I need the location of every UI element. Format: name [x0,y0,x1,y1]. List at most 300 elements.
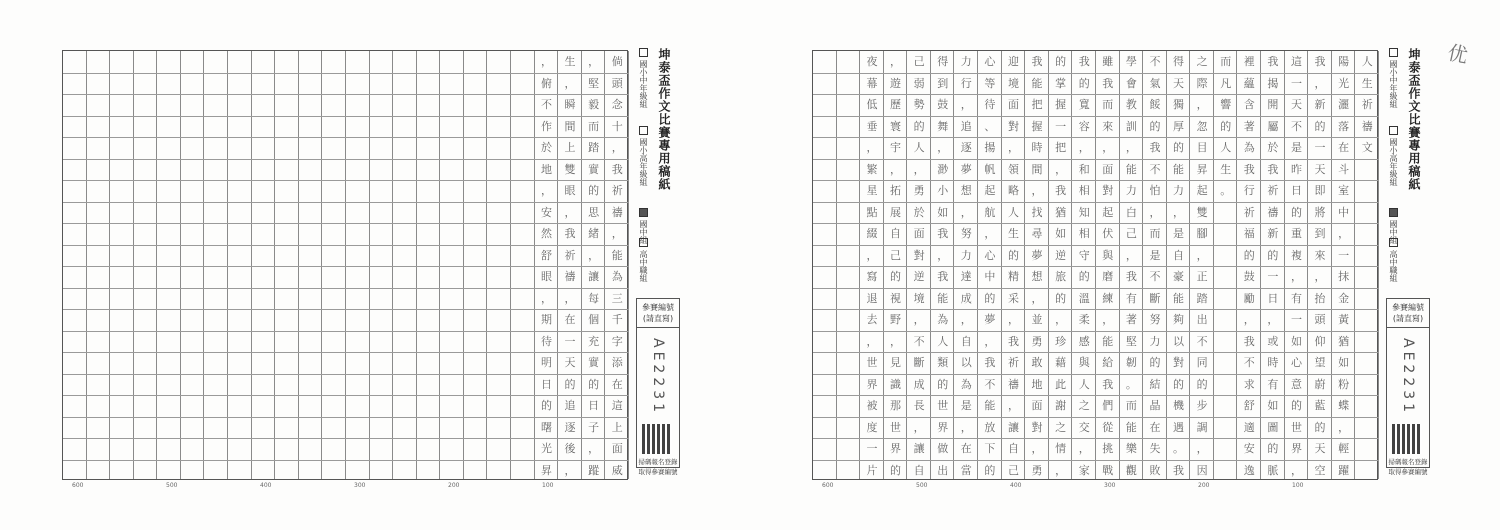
handwritten-character: 陽 [1338,55,1350,69]
handwritten-character: 那 [890,399,902,413]
handwritten-character: 不 [1243,356,1255,370]
handwritten-character: ， [1031,184,1043,198]
handwritten-character: 意 [1290,377,1302,391]
handwritten-character: 弱 [913,76,925,90]
handwritten-character: 我 [1031,55,1043,69]
handwritten-character: 中 [984,270,996,284]
grid-row-line [63,352,629,353]
handwritten-character: 我 [564,227,576,241]
handwritten-character: 度 [866,420,878,434]
division-option[interactable]: 國小高年級組 [638,126,649,186]
handwritten-character: 獨 [1173,98,1185,112]
handwritten-character: 一 [1267,270,1279,284]
handwritten-character: ， [866,141,878,155]
grid-row-line [813,94,1379,95]
handwritten-character: 的 [984,463,996,477]
handwritten-character: 空 [1314,463,1326,477]
handwritten-character: 知 [1078,205,1090,219]
handwritten-character: 地 [1031,377,1043,391]
grid-row-line [63,73,629,74]
handwritten-character: 安 [1243,442,1255,456]
handwritten-character: 勇 [913,184,925,198]
division-option[interactable]: 國小中年級組 [1388,48,1399,108]
handwritten-character: 昨 [1290,162,1302,176]
handwritten-character: 含 [1243,98,1255,112]
handwritten-character: 斗 [1338,162,1350,176]
handwritten-character: 頭 [1314,313,1326,327]
handwritten-character: 抬 [1314,291,1326,305]
handwritten-character: 到 [937,76,949,90]
handwritten-character: 家 [1078,463,1090,477]
grid-row-line [63,266,629,267]
handwritten-character: 把 [1031,98,1043,112]
handwritten-character: 生 [1007,227,1019,241]
handwritten-character: ， [1196,98,1208,112]
handwritten-character: 或 [1267,334,1279,348]
handwritten-character: 祈 [1007,356,1019,370]
handwritten-character: 世 [890,420,902,434]
ruler-label: 600 [72,482,84,489]
division-option-checked[interactable]: 國中組 [638,208,649,244]
handwritten-character: 讓 [1007,420,1019,434]
handwritten-character: 與 [1078,356,1090,370]
handwritten-character: ， [564,291,576,305]
entry-number-hint: (請直寫) [1392,314,1424,324]
handwritten-character: 勢 [913,98,925,112]
handwritten-character: 敢 [1031,356,1043,370]
handwritten-character: 為 [960,377,972,391]
handwritten-character: 逆 [1055,248,1067,262]
handwritten-character: 調 [1196,420,1208,434]
handwritten-character: 光 [540,442,552,456]
handwritten-character: 的 [1078,270,1090,284]
handwritten-character: 守 [1078,248,1090,262]
handwritten-character: ， [1102,313,1114,327]
handwritten-character: ， [937,248,949,262]
handwritten-character: 的 [588,377,600,391]
handwritten-character: 勇 [1031,334,1043,348]
handwritten-character: 略 [1007,184,1019,198]
handwritten-character: 世 [1290,420,1302,434]
handwritten-character: 自 [1173,248,1185,262]
handwritten-character: 夢 [960,162,972,176]
handwritten-character: 的 [1173,377,1185,391]
handwritten-character: 己 [1007,463,1019,477]
handwritten-character: 界 [866,377,878,391]
handwritten-character: 感 [1078,334,1090,348]
handwritten-character: 重 [1290,227,1302,241]
handwritten-character: 後 [564,442,576,456]
division-option-checked[interactable]: 國中組 [1388,208,1399,244]
handwritten-character: 斷 [1149,291,1161,305]
handwritten-character: 添 [611,356,623,370]
handwritten-character: 教 [1125,98,1137,112]
handwritten-character: 的 [1267,248,1279,262]
handwritten-character: 展 [890,205,902,219]
handwritten-character: 我 [1267,162,1279,176]
handwritten-character: 一 [1338,248,1350,262]
handwritten-character: ， [588,55,600,69]
handwritten-character: 裡 [1243,55,1255,69]
handwritten-character: 對 [1031,420,1043,434]
handwritten-character: 雙 [1196,205,1208,219]
handwritten-character: 逐 [564,420,576,434]
handwritten-character: 黃 [1338,313,1350,327]
handwritten-character: 能 [1125,162,1137,176]
handwritten-character: 得 [1173,55,1185,69]
handwritten-character: 禱 [1007,377,1019,391]
handwritten-character: 的 [1173,141,1185,155]
handwritten-character: ， [1338,227,1350,241]
handwritten-character: 氣 [1149,76,1161,90]
handwritten-character: 祈 [564,248,576,262]
handwritten-character: ， [540,184,552,198]
handwritten-character: 是 [1149,248,1161,262]
handwritten-character: 心 [984,248,996,262]
handwritten-character: 握 [1055,98,1067,112]
handwritten-character: 祈 [611,184,623,198]
grid-row-line [813,180,1379,181]
handwritten-character: 樂 [1125,442,1137,456]
handwritten-character: 努 [1149,313,1161,327]
handwritten-character: 去 [866,313,878,327]
handwritten-character: 能 [1031,76,1043,90]
handwritten-character: 一 [1290,313,1302,327]
handwritten-character: 讓 [588,270,600,284]
handwritten-character: 自 [960,334,972,348]
handwritten-character: 以 [1173,334,1185,348]
handwritten-character: 的 [540,399,552,413]
handwritten-character: 在 [1338,141,1350,155]
sheet-title: 坤泰盃作文比賽專用稿紙 [657,48,671,191]
handwritten-character: 是 [1290,141,1302,155]
handwritten-character: 天 [1173,76,1185,90]
writing-grid [62,50,628,480]
handwritten-character: ， [1055,162,1067,176]
handwritten-character: 情 [1055,442,1067,456]
handwritten-character: 眼 [564,184,576,198]
handwritten-character: 起 [984,184,996,198]
handwritten-character: 野 [890,313,902,327]
handwritten-character: 天 [564,356,576,370]
handwritten-character: 猶 [1055,205,1067,219]
handwritten-character: 的 [1055,55,1067,69]
handwritten-character: 禱 [1361,119,1373,133]
qr-code-icon[interactable] [642,424,672,454]
handwritten-character: 。 [1125,377,1137,391]
handwritten-character: ， [1125,141,1137,155]
handwritten-character: 被 [866,399,878,413]
ruler-label: 600 [822,482,834,489]
ruler-label: 400 [260,482,272,489]
handwritten-character: 個 [588,313,600,327]
handwritten-character: 起 [1196,184,1208,198]
handwritten-character: ， [1290,270,1302,284]
handwritten-character: 天 [1314,442,1326,456]
handwritten-character: ， [866,334,878,348]
qr-code-icon[interactable] [1392,424,1422,454]
handwritten-character: 蝶 [1338,399,1350,413]
grid-row-line [813,331,1379,332]
handwritten-character: 出 [1196,313,1208,327]
handwritten-character: 舞 [937,119,949,133]
handwritten-character: 開 [1267,98,1279,112]
handwritten-character: 自 [913,463,925,477]
handwritten-character: ， [913,313,925,327]
grid-row-line [63,223,629,224]
handwritten-character: 天 [1314,162,1326,176]
handwritten-character: 寫 [866,270,878,284]
handwritten-character: 尋 [1031,227,1043,241]
handwritten-character: 屬 [1267,119,1279,133]
handwritten-character: 不 [1149,270,1161,284]
handwritten-character: 斷 [913,356,925,370]
handwritten-character: ， [1196,248,1208,262]
handwritten-character: 的 [890,270,902,284]
grid-row-line [813,395,1379,396]
handwritten-character: ， [588,248,600,262]
handwritten-character: 一 [1290,76,1302,90]
handwritten-character: 是 [1173,227,1185,241]
right-essay-sheet [750,0,1500,530]
handwritten-character: 相 [1078,184,1090,198]
handwritten-character: 祈 [1267,184,1279,198]
handwritten-character: 禱 [1267,205,1279,219]
handwritten-character: 豪 [1173,270,1185,284]
handwritten-character: 境 [1007,76,1019,90]
handwritten-character: 磨 [1102,270,1114,284]
handwritten-character: 地 [540,162,552,176]
handwritten-character: 我 [1243,334,1255,348]
handwritten-character: 之 [1196,55,1208,69]
handwritten-character: 新 [1314,98,1326,112]
handwritten-character: 堅 [1125,334,1137,348]
handwritten-character: 的 [1243,248,1255,262]
handwritten-character: 響 [1220,98,1232,112]
handwritten-character: 眼 [540,270,552,284]
handwritten-character: 我 [937,227,949,241]
handwritten-character: 能 [937,291,949,305]
grid-row-line [63,245,629,246]
handwritten-character: 航 [984,205,996,219]
division-option[interactable]: 國小高年級組 [1388,126,1399,186]
handwritten-character: 如 [1290,334,1302,348]
handwritten-character: 對 [1102,184,1114,198]
handwritten-character: 福 [1243,227,1255,241]
handwritten-character: ， [984,227,996,241]
handwritten-character: 一 [1314,141,1326,155]
handwritten-character: 機 [1173,399,1185,413]
handwritten-character: 掌 [1055,76,1067,90]
handwritten-character: ， [1314,270,1326,284]
handwritten-character: 禱 [564,270,576,284]
handwritten-character: 的 [1149,356,1161,370]
handwritten-character: 作 [540,119,552,133]
handwritten-character: 這 [611,399,623,413]
handwritten-character: 曙 [540,420,552,434]
handwritten-character: ， [564,205,576,219]
handwritten-character: 蹤 [588,463,600,477]
handwritten-character: 的 [1220,119,1232,133]
handwritten-character: 有 [1290,291,1302,305]
handwritten-character: ， [890,334,902,348]
handwritten-character: 的 [1290,205,1302,219]
handwritten-character: 夠 [1173,313,1185,327]
grid-row-line [813,159,1379,160]
grader-mark: 优 [1445,40,1470,68]
writing-grid [812,50,1378,480]
handwritten-character: 識 [890,377,902,391]
handwritten-character: 將 [1314,205,1326,219]
handwritten-character: 采 [1007,291,1019,305]
handwritten-character: 為 [611,270,623,284]
handwritten-character: 想 [1031,270,1043,284]
handwritten-character: 力 [960,55,972,69]
sheet-sidebar [1386,48,1476,488]
handwritten-character: 威 [611,463,623,477]
handwritten-character: 人 [913,141,925,155]
handwritten-character: 柔 [1078,313,1090,327]
grid-row-line [63,331,629,332]
handwritten-character: 努 [960,227,972,241]
handwritten-character: 於 [913,205,925,219]
handwritten-character: 從 [1102,420,1114,434]
handwritten-character: 宇 [890,141,902,155]
handwritten-character: 讓 [913,442,925,456]
handwritten-character: 期 [540,313,552,327]
handwritten-character: 祈 [1361,98,1373,112]
handwritten-character: 對 [913,248,925,262]
handwritten-character: 當 [960,463,972,477]
handwritten-character: 逸 [1243,463,1255,477]
handwritten-character: 俯 [540,76,552,90]
handwritten-character: 不 [1196,334,1208,348]
handwritten-character: 求 [1243,377,1255,391]
handwritten-character: 夢 [984,313,996,327]
handwritten-character: 力 [960,248,972,262]
handwritten-character: ， [564,463,576,477]
handwritten-character: ， [1196,442,1208,456]
handwritten-character: ， [1102,141,1114,155]
grid-row-line [813,223,1379,224]
division-option[interactable]: 高中職組 [1388,238,1399,282]
handwritten-character: 能 [1173,291,1185,305]
handwritten-character: 學 [1125,55,1137,69]
handwritten-character: 正 [1196,270,1208,284]
handwritten-character: 面 [1102,162,1114,176]
handwritten-character: ， [1314,76,1326,90]
handwritten-character: 的 [984,291,996,305]
handwritten-character: 星 [866,184,878,198]
handwritten-character: 鼓 [1243,270,1255,284]
handwritten-character: ， [540,291,552,305]
handwritten-character: 凡 [1220,76,1232,90]
handwritten-character: 生 [1220,162,1232,176]
handwritten-character: 握 [1031,119,1043,133]
handwritten-character: 鼓 [937,98,949,112]
handwritten-character: 點 [866,205,878,219]
handwritten-character: 找 [1031,205,1043,219]
handwritten-character: 而 [1102,98,1114,112]
handwritten-character: 踏 [1196,291,1208,305]
handwritten-character: 念 [611,98,623,112]
handwritten-character: 實 [588,162,600,176]
handwritten-character: 然 [540,227,552,241]
ruler-label: 100 [542,482,554,489]
handwritten-character: 對 [1007,119,1019,133]
grid-row-line [813,266,1379,267]
handwritten-character: 日 [1267,291,1279,305]
ruler-label: 300 [1104,482,1116,489]
division-option[interactable]: 國小中年級組 [638,48,649,108]
handwritten-character: ， [937,141,949,155]
handwritten-character: 中 [1338,205,1350,219]
handwritten-character: 天 [1290,98,1302,112]
handwritten-character: 會 [1125,76,1137,90]
handwritten-character: 類 [937,356,949,370]
division-option[interactable]: 高中職組 [638,238,649,282]
handwritten-character: 上 [564,141,576,155]
handwritten-character: 的 [1290,399,1302,413]
entry-number-label: 參賽編號 [642,303,674,312]
handwritten-character: 揚 [984,141,996,155]
sheet-title: 坤泰盃作文比賽專用稿紙 [1407,48,1421,191]
handwritten-character: 室 [1338,184,1350,198]
handwritten-character: 步 [1196,399,1208,413]
handwritten-character: 生 [564,55,576,69]
sheet-sidebar [636,48,726,488]
handwritten-character: 綴 [866,227,878,241]
handwritten-character: ， [960,313,972,327]
handwritten-character: ， [1007,313,1019,327]
handwritten-character: 韌 [1125,356,1137,370]
handwritten-character: 寰 [890,119,902,133]
handwritten-character: 界 [1290,442,1302,456]
handwritten-character: 自 [890,227,902,241]
handwritten-character: ， [564,76,576,90]
grid-row-line [813,137,1379,138]
entry-number-hint: (請直寫) [642,314,674,324]
handwritten-character: 有 [1125,291,1137,305]
handwritten-character: 世 [937,399,949,413]
handwritten-character: 成 [913,377,925,391]
grid-row-line [63,137,629,138]
handwritten-character: 而 [1125,399,1137,413]
handwritten-character: 而 [1220,55,1232,69]
handwritten-character: 實 [588,356,600,370]
handwritten-character: 安 [540,205,552,219]
handwritten-character: 我 [611,162,623,176]
handwritten-character: 圖 [1267,420,1279,434]
handwritten-character: 面 [611,442,623,456]
handwritten-character: ， [1007,141,1019,155]
handwritten-character: 上 [611,420,623,434]
handwritten-character: 日 [1290,184,1302,198]
ruler-label: 100 [1292,482,1304,489]
handwritten-character: 的 [1055,291,1067,305]
handwritten-character: 力 [1173,184,1185,198]
handwritten-character: 和 [1078,162,1090,176]
handwritten-character: 如 [1338,356,1350,370]
handwritten-character: 戰 [1102,463,1114,477]
handwritten-character: 子 [588,420,600,434]
handwritten-character: 心 [984,55,996,69]
entry-number-value: AE2231 [650,338,666,417]
handwritten-character: 世 [866,356,878,370]
handwritten-character: 我 [1125,270,1137,284]
handwritten-character: 起 [1102,205,1114,219]
handwritten-character: 雖 [1102,55,1114,69]
